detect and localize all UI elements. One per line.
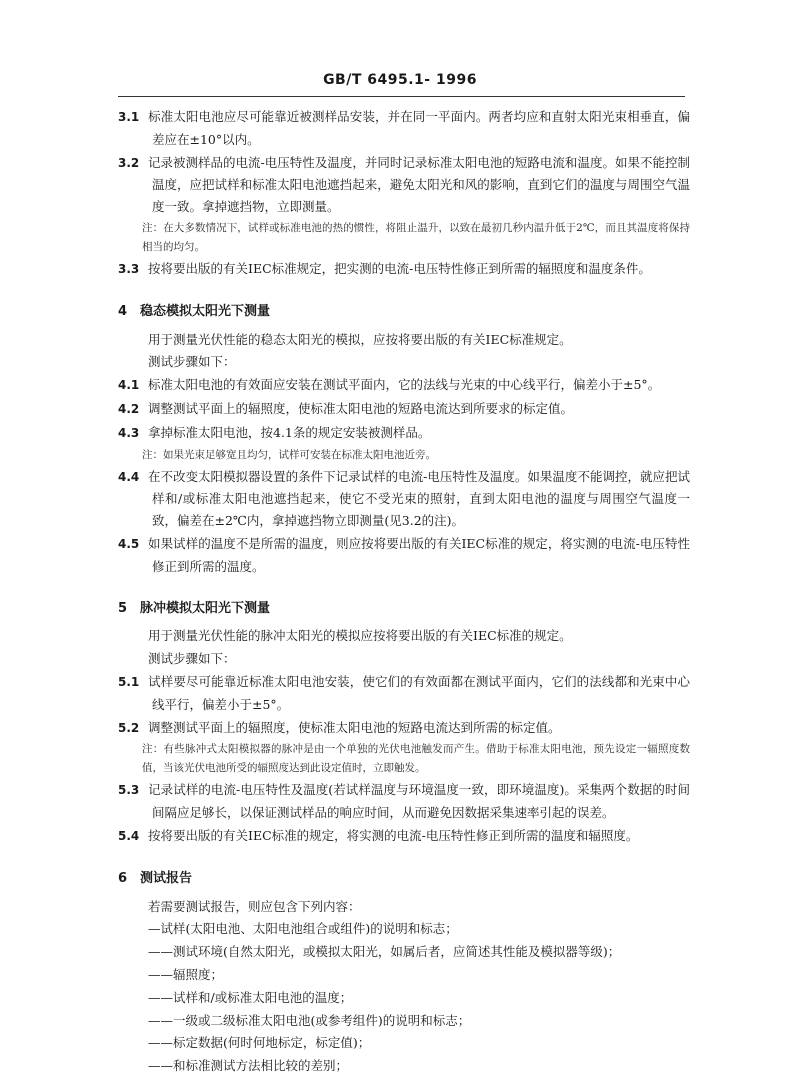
clause-3-2 xyxy=(118,152,690,218)
clause-number: 5.3 xyxy=(118,783,140,798)
clause-5-2 xyxy=(118,717,690,740)
section-title: 脉冲模拟太阳光下测量 xyxy=(140,600,271,616)
clause-4-4 xyxy=(118,466,690,532)
clause-text: 标准太阳电池应尽可能靠近被测样品安装，并在同一平面内。两者均应和直射太阳光束相垂直，偏差应在±10°以内。 xyxy=(148,109,690,147)
clause-number: 4.4 xyxy=(118,469,140,484)
clause-text: 试样要尽可能靠近标准太阳电池安装，使它们的有效面都在测试平面内，它们的法线都和光束中心线平行，偏差小于±5°。 xyxy=(148,673,690,712)
header-rule xyxy=(118,96,685,97)
section-title: 测试报告 xyxy=(140,870,193,886)
clause-number: 3.2 xyxy=(118,155,140,170)
clause-number: 3.3 xyxy=(118,261,140,276)
section-intro: 用于测量光伏性能的稳态太阳光的模拟，应按将要出版的有关IEC标准规定。 xyxy=(148,331,572,347)
note-4-3: 注：如果光束足够宽且均匀，试样可安装在标准太阳电池近旁。 xyxy=(142,448,436,461)
clause-text: 在不改变太阳模拟器设置的条件下记录试样的电流-电压特性及温度。如果温度不能调控，就应把试样和/或标准太阳电池遮挡起来，使它不受光束的照射，直到太阳电池的温度与周围空气温度一致，偏差在±2℃内，拿掉遮挡物立即测量(见3.2的注)。 xyxy=(148,468,690,529)
clause-text: 调整测试平面上的辐照度，使标准太阳电池的短路电流达到所需的标定值。 xyxy=(148,719,561,735)
section-intro: 若需要测试报告，则应包含下列内容： xyxy=(148,898,361,914)
clause-3-1 xyxy=(118,106,690,151)
clause-3-3 xyxy=(118,258,690,281)
section-heading-6 xyxy=(118,868,690,890)
report-list-item: ——和标准测试方法相比较的差别； xyxy=(148,1058,349,1074)
report-list-item: ——测试环境(自然太阳光，或模拟太阳光，如属后者，应简述其性能及模拟器等级)； xyxy=(148,944,621,960)
document-body xyxy=(118,106,690,1078)
clause-number: 4.5 xyxy=(118,536,140,551)
section-title: 稳态模拟太阳光下测量 xyxy=(140,303,271,319)
clause-number: 5.1 xyxy=(118,674,140,689)
note-5-2: 注：有些脉冲式太阳模拟器的脉冲是由一个单独的光伏电池触发而产生。借助于标准太阳电池，预先设定一辐照度数值，当该光伏电池所受的辐照度达到此设定值时，立即触发。 xyxy=(142,743,690,775)
section-heading-4 xyxy=(118,301,690,323)
steps-label: 测试步骤如下： xyxy=(148,354,236,370)
clause-4-3 xyxy=(118,422,690,445)
clause-number: 4.1 xyxy=(118,378,140,393)
clause-text: 记录试样的电流-电压特性及温度(若试样温度与环境温度一致，即环境温度)。采集两个数据的时间间隔应足够长，以保证测试样品的响应时间，从而避免因数据采集速率引起的误差。 xyxy=(148,782,690,821)
note-3-2: 注：在大多数情况下，试样或标准电池的热的惯性，将阻止温升，以致在最初几秒内温升低于2℃，而且其温度将保持相当的均匀。 xyxy=(142,221,690,253)
clause-4-2 xyxy=(118,398,690,421)
clause-text: 调整测试平面上的辐照度，使标准太阳电池的短路电流达到所要求的标定值。 xyxy=(148,400,574,416)
clause-5-1 xyxy=(118,671,690,716)
clause-text: 按将要出版的有关IEC标准规定，把实测的电流-电压特性修正到所需的辐照度和温度条件。 xyxy=(148,260,651,276)
clause-4-1 xyxy=(118,374,690,397)
report-list-item: ——试样和/或标准太阳电池的温度； xyxy=(148,989,353,1005)
section-heading-5 xyxy=(118,598,690,620)
clause-number: 5.4 xyxy=(118,828,140,843)
report-list-item: ——辐照度； xyxy=(148,966,224,982)
report-list-item: ——一级或二级标准太阳电池(或参考组件)的说明和标志； xyxy=(148,1012,471,1028)
section-intro: 用于测量光伏性能的脉冲太阳光的模拟应按将要出版的有关IEC标准的规定。 xyxy=(148,628,572,644)
clause-text: 记录被测样品的电流-电压特性及温度，并同时记录标准太阳电池的短路电流和温度。如果不能控制温度，应把试样和标准太阳电池遮挡起来，避免太阳光和风的影响，直到它们的温度与周围空气温度一致。拿掉遮挡物，立即测量。 xyxy=(148,154,690,215)
section-number: 4 xyxy=(118,303,128,319)
report-list-item: ——标定数据(何时何地标定，标定值)； xyxy=(148,1035,371,1051)
clause-5-4 xyxy=(118,825,690,848)
clause-text: 拿掉标准太阳电池，按4.1条的规定安装被测样品。 xyxy=(148,424,431,440)
report-list-item: —试样(太阳电池、太阳电池组合或组件)的说明和标志； xyxy=(148,921,458,937)
clause-text: 按将要出版的有关IEC标准的规定，将实测的电流-电压特性修正到所需的温度和辐照度。 xyxy=(148,827,639,843)
section-number: 5 xyxy=(118,600,128,616)
clause-text: 如果试样的温度不是所需的温度，则应按将要出版的有关IEC标准的规定，将实测的电流-电压特性修正到所需的温度。 xyxy=(148,535,690,574)
clause-5-3 xyxy=(118,779,690,824)
clause-4-5 xyxy=(118,533,690,578)
clause-number: 3.1 xyxy=(118,110,140,124)
steps-label: 测试步骤如下： xyxy=(148,651,236,667)
clause-text: 标准太阳电池的有效面应安装在测试平面内，它的法线与光束的中心线平行，偏差小于±5°。 xyxy=(148,377,661,393)
clause-number: 4.2 xyxy=(118,401,140,416)
section-number: 6 xyxy=(118,870,128,886)
clause-number: 5.2 xyxy=(118,720,140,735)
clause-number: 4.3 xyxy=(118,425,140,440)
page-header: GB/T 6495.1- 1996 xyxy=(323,72,477,88)
